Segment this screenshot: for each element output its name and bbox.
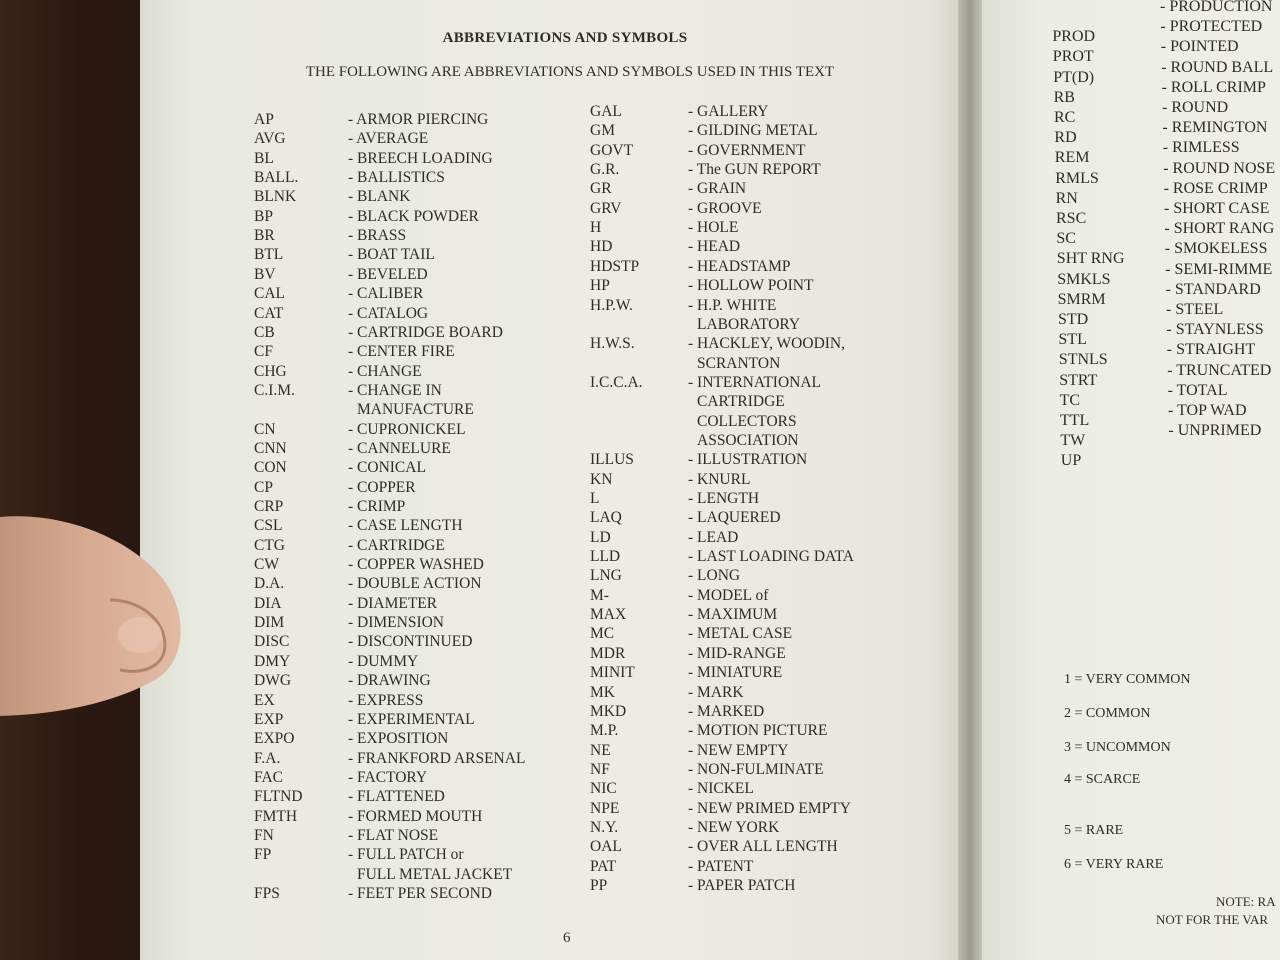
abbreviation-definition: - The GUN REPORT <box>688 161 821 179</box>
abbreviation-definition: - HEADSTAMP <box>688 257 791 275</box>
abbreviation-code: TTL <box>1060 412 1090 429</box>
abbreviation-definition: - NEW YORK <box>688 818 780 836</box>
abbreviation-definition: - LEAD <box>688 528 739 546</box>
abbreviation-code: CN <box>254 420 276 438</box>
abbreviation-definition: - GALLERY <box>688 103 769 120</box>
abbreviation-definition: - STEEL <box>1166 301 1224 318</box>
abbreviation-definition: - ROUND NOSE <box>1163 159 1276 177</box>
abbreviation-definition: - MINIATURE <box>688 664 783 682</box>
abbreviation-code: GAL <box>590 103 622 120</box>
abbreviation-code: PROT <box>1052 48 1094 66</box>
abbreviation-code: EXP <box>254 710 284 728</box>
abbreviation-code: RSC <box>1056 210 1087 227</box>
abbreviation-code: GR <box>590 180 612 198</box>
abbreviation-definition: - PROTECTED <box>1160 18 1263 36</box>
abbreviation-definition: - STAYNLESS <box>1166 321 1264 339</box>
abbreviation-code: STL <box>1058 331 1087 349</box>
abbreviation-definition: - H.P. WHITE <box>688 296 777 314</box>
abbreviation-definition: - LAQUERED <box>688 509 781 527</box>
abbreviation-code: PP <box>590 877 608 894</box>
abbreviation-code: M- <box>590 586 609 604</box>
abbreviation-code: CW <box>254 556 279 574</box>
abbreviation-code: MAX <box>590 606 627 624</box>
abbreviation-definition: - NON-FULMINATE <box>688 760 824 778</box>
abbreviation-code: SMKLS <box>1057 270 1111 288</box>
book-gutter <box>958 0 984 960</box>
abbreviation-definition: MANUFACTURE <box>357 401 474 419</box>
abbreviation-definition: - CHANGE IN <box>348 381 442 399</box>
abbreviation-code: SHT RNG <box>1056 250 1125 268</box>
abbreviation-definition: - INTERNATIONAL <box>688 373 822 391</box>
abbreviation-definition: - MARK <box>688 683 744 701</box>
abbreviation-definition: - TOTAL <box>1167 381 1228 399</box>
abbreviation-code: NF <box>590 760 610 778</box>
abbreviation-definition: - HOLE <box>688 219 739 237</box>
abbreviation-definition: - STANDARD <box>1165 280 1261 298</box>
abbreviation-definition: - FEET PER SECOND <box>348 885 492 902</box>
abbreviation-code: MC <box>590 625 615 643</box>
abbreviation-definition: - TRUNCATED <box>1167 361 1272 379</box>
abbreviation-definition: - DOUBLE ACTION <box>348 575 482 593</box>
abbreviation-definition: - RIMLESS <box>1162 139 1240 157</box>
abbreviation-definition: - PRODUCTION <box>1160 0 1273 15</box>
abbreviation-code: CON <box>254 459 287 477</box>
abbreviation-definition: - MOTION PICTURE <box>688 722 828 740</box>
page-title: ABBREVIATIONS AND SYMBOLS <box>442 30 688 46</box>
abbreviation-definition: - BEVELED <box>348 265 428 283</box>
rarity-level: 2 = COMMON <box>1064 706 1151 721</box>
abbreviation-definition: - DIAMETER <box>348 594 438 612</box>
abbreviation-code: CHG <box>254 362 287 380</box>
abbreviation-code: BV <box>254 265 276 283</box>
abbreviation-definition: - CUPRONICKEL <box>348 420 466 438</box>
abbreviation-definition: - FORMED MOUTH <box>348 807 483 825</box>
abbreviation-definition: - SEMI-RIMME <box>1165 260 1273 278</box>
abbreviation-definition: - FLATTENED <box>348 788 445 806</box>
abbreviation-definition: - BRASS <box>348 227 407 245</box>
rarity-level: 4 = SCARCE <box>1064 772 1141 787</box>
abbreviation-code: UP <box>1060 452 1082 470</box>
abbreviation-code: CRP <box>254 498 284 515</box>
abbreviation-code: DMY <box>254 652 291 670</box>
abbreviation-code: FP <box>254 846 272 864</box>
abbreviation-definition: - HOLLOW POINT <box>688 277 814 295</box>
abbreviation-definition: - COPPER <box>348 478 416 496</box>
abbreviation-definition: - LAST LOADING DATA <box>688 548 854 566</box>
abbreviation-code: PT(D) <box>1053 68 1095 86</box>
abbreviation-definition: - EXPERIMENTAL <box>348 710 475 728</box>
abbreviation-code: BLNK <box>254 188 297 206</box>
abbreviation-definition: - EXPOSITION <box>348 730 449 748</box>
abbreviation-code: H.W.S. <box>590 335 635 353</box>
abbreviation-code: BR <box>254 227 275 245</box>
hand-holding-page <box>0 505 190 735</box>
abbreviation-definition: CARTRIDGE <box>697 393 785 411</box>
abbreviation-code: FN <box>254 826 274 844</box>
abbreviation-code: CAT <box>254 304 284 322</box>
abbreviation-definition: - CATALOG <box>348 304 429 322</box>
abbreviation-code: TC <box>1059 391 1081 409</box>
abbreviation-code: CNN <box>254 439 287 457</box>
abbreviation-code: D.A. <box>254 575 285 593</box>
abbreviation-code: M.P. <box>590 722 619 740</box>
abbreviation-definition: - LENGTH <box>688 490 760 507</box>
abbreviation-definition: - LONG <box>688 567 741 585</box>
rarity-level: 3 = UNCOMMON <box>1064 740 1171 755</box>
abbreviation-code: RC <box>1054 109 1076 126</box>
abbreviation-code: RD <box>1054 129 1077 147</box>
abbreviation-code: H.P.W. <box>590 296 633 314</box>
abbreviation-code: FPS <box>254 885 280 902</box>
abbreviation-definition: - REMINGTON <box>1162 119 1268 137</box>
abbreviation-code: LD <box>590 528 611 546</box>
abbreviation-definition: - MAXIMUM <box>688 606 778 624</box>
abbreviation-definition: - GROOVE <box>688 199 762 217</box>
abbreviation-code: AVG <box>254 130 286 148</box>
abbreviation-definition: - HEAD <box>688 238 741 256</box>
abbreviation-code: CSL <box>254 517 283 535</box>
abbreviation-code: BL <box>254 149 274 167</box>
abbreviation-definition: - DISCONTINUED <box>348 633 473 651</box>
abbreviation-definition: - CONICAL <box>348 459 426 477</box>
abbreviation-code: F.A. <box>254 749 281 767</box>
abbreviation-definition: - DRAWING <box>348 672 431 690</box>
note-line-2: NOT FOR THE VAR <box>1156 912 1269 927</box>
abbreviation-definition: - BREECH LOADING <box>348 149 493 167</box>
abbreviation-code: TW <box>1060 432 1086 450</box>
abbreviation-definition: - ROUND BALL <box>1161 58 1274 76</box>
abbreviation-code: GM <box>590 122 615 140</box>
abbreviation-code: STNLS <box>1058 351 1108 369</box>
abbreviation-code: GRV <box>590 199 622 217</box>
abbreviation-definition: - TOP WAD <box>1168 402 1247 419</box>
abbreviation-code: G.R. <box>590 161 620 179</box>
abbreviation-definition: - FACTORY <box>348 768 428 786</box>
abbreviation-definition: - BLANK <box>348 188 411 206</box>
abbreviation-code: CF <box>254 343 273 361</box>
abbreviation-code: KN <box>590 470 613 488</box>
abbreviation-code: MK <box>590 683 615 701</box>
abbreviation-definition: - PATENT <box>688 857 754 875</box>
abbreviation-code: DISC <box>254 633 290 651</box>
abbreviation-definition: - BOAT TAIL <box>348 246 435 264</box>
abbreviation-definition: - POINTED <box>1160 38 1239 56</box>
abbreviation-definition: - ROLL CRIMP <box>1161 78 1266 96</box>
abbreviation-definition: ASSOCIATION <box>697 431 799 449</box>
abbreviation-code: REM <box>1054 149 1090 167</box>
abbreviation-code: MKD <box>590 702 627 720</box>
abbreviation-definition: - COPPER WASHED <box>348 556 484 574</box>
abbreviation-code: RB <box>1053 88 1075 106</box>
abbreviation-definition: - CALIBER <box>348 285 424 303</box>
abbreviation-definition: - BALLISTICS <box>348 169 445 187</box>
page-number: 6 <box>563 930 571 946</box>
note-line-1: NOTE: RA <box>1216 894 1276 909</box>
abbreviation-definition: - NEW EMPTY <box>688 741 789 759</box>
abbreviation-definition: - CARTRIDGE BOARD <box>348 323 503 341</box>
abbreviation-definition: - GOVERNMENT <box>688 141 806 159</box>
abbreviation-code: FMTH <box>254 807 298 825</box>
abbreviation-code: DIA <box>254 594 282 612</box>
abbreviation-code: I.C.C.A. <box>590 373 643 391</box>
abbreviation-code: SMRM <box>1057 290 1106 308</box>
abbreviation-code: CAL <box>254 285 285 303</box>
abbreviation-definition: - MODEL of <box>688 586 769 604</box>
abbreviation-code: BALL. <box>254 169 299 187</box>
abbreviation-definition: - HACKLEY, WOODIN, <box>688 335 845 353</box>
abbreviation-definition: - FLAT NOSE <box>348 826 439 844</box>
abbreviation-definition: - DUMMY <box>348 652 419 670</box>
abbreviation-definition: - AVERAGE <box>348 130 429 148</box>
abbreviation-definition: - CENTER FIRE <box>348 343 455 361</box>
abbreviation-code: LAQ <box>590 509 622 527</box>
abbreviation-definition: - METAL CASE <box>688 625 793 643</box>
abbreviation-definition: - FULL PATCH or <box>348 846 464 864</box>
abbreviation-code: AP <box>254 111 274 128</box>
abbreviation-definition: - NICKEL <box>688 780 754 798</box>
abbreviation-code: PAT <box>590 857 617 875</box>
abbreviation-code: STD <box>1058 311 1089 328</box>
abbreviation-definition: - KNURL <box>688 470 751 488</box>
abbreviation-definition: - SMOKELESS <box>1164 240 1268 258</box>
abbreviation-code: NE <box>590 741 611 759</box>
abbreviation-code: LNG <box>590 567 622 585</box>
abbreviation-definition: - FRANKFORD ARSENAL <box>348 749 526 767</box>
abbreviation-definition: - GILDING METAL <box>688 122 818 140</box>
abbreviation-definition: COLLECTORS <box>697 412 797 430</box>
abbreviation-code: RN <box>1055 189 1078 207</box>
abbreviation-code: HDSTP <box>590 257 640 275</box>
abbreviation-code: NPE <box>590 799 620 817</box>
abbreviation-code: BP <box>254 207 273 225</box>
abbreviation-definition: - ROSE CRIMP <box>1163 179 1268 197</box>
abbreviation-code: SC <box>1056 230 1076 248</box>
abbreviation-definition: - PAPER PATCH <box>688 877 796 894</box>
abbreviation-definition: - ILLUSTRATION <box>688 451 808 469</box>
abbreviation-definition: - ROUND <box>1162 99 1229 116</box>
abbreviation-code: MINIT <box>590 664 635 682</box>
abbreviation-code: DIM <box>254 614 285 632</box>
abbreviation-definition: - CRIMP <box>348 498 406 515</box>
abbreviation-code: CB <box>254 323 275 341</box>
abbreviation-code: FLTND <box>254 788 303 806</box>
abbreviation-definition: - CASE LENGTH <box>348 517 463 535</box>
abbreviation-code: N.Y. <box>590 818 619 836</box>
abbreviation-code: NIC <box>590 780 617 798</box>
abbreviation-code: L <box>590 490 600 507</box>
abbreviation-definition: - BLACK POWDER <box>348 207 479 225</box>
abbreviation-definition: - OVER ALL LENGTH <box>688 838 838 856</box>
abbreviation-code: OAL <box>590 838 622 856</box>
abbreviation-code: BTL <box>254 246 284 264</box>
page-subtitle: THE FOLLOWING ARE ABBREVIATIONS AND SYMBOLS USED IN THIS TEXT <box>305 64 835 80</box>
abbreviation-definition: - EXPRESS <box>348 691 424 709</box>
rarity-level: 5 = RARE <box>1064 823 1124 838</box>
abbreviation-code: CTG <box>254 536 285 554</box>
abbreviation-code: MDR <box>590 644 626 662</box>
abbreviation-code: STRT <box>1059 371 1098 389</box>
abbreviation-definition: SCRANTON <box>697 354 781 372</box>
abbreviation-definition: - SHORT CASE <box>1164 200 1270 217</box>
abbreviation-definition: FULL METAL JACKET <box>357 865 513 883</box>
abbreviation-code: C.I.M. <box>254 381 295 399</box>
abbreviation-definition: - STRAIGHT <box>1166 341 1256 359</box>
abbreviation-code: CP <box>254 478 273 496</box>
abbreviation-code: PROD <box>1052 28 1096 46</box>
abbreviation-definition: - MARKED <box>688 702 765 720</box>
abbreviation-definition: - CARTRIDGE <box>348 536 445 554</box>
abbreviation-code: RMLS <box>1055 169 1099 187</box>
abbreviation-definition: LABORATORY <box>697 315 801 333</box>
rarity-level: 6 = VERY RARE <box>1064 857 1164 872</box>
abbreviation-definition: - UNPRIMED <box>1168 422 1262 440</box>
abbreviation-definition: - NEW PRIMED EMPTY <box>688 799 851 817</box>
abbreviation-code: H <box>590 219 602 237</box>
abbreviation-code: DWG <box>254 672 292 690</box>
abbreviation-code: GOVT <box>590 141 634 159</box>
abbreviation-code: EX <box>254 691 275 709</box>
abbreviation-definition: - DIMENSION <box>348 614 445 632</box>
abbreviation-definition: - ARMOR PIERCING <box>348 111 489 128</box>
abbreviation-definition: - SHORT RANG <box>1164 220 1275 238</box>
abbreviation-definition: - MID-RANGE <box>688 644 786 662</box>
abbreviation-definition: - GRAIN <box>688 180 747 198</box>
abbreviation-code: EXPO <box>254 730 295 748</box>
abbreviation-definition: - CANNELURE <box>348 439 451 457</box>
abbreviation-code: FAC <box>254 768 284 786</box>
abbreviation-code: HD <box>590 238 613 256</box>
abbreviation-definition: - CHANGE <box>348 362 422 380</box>
abbreviation-code: LLD <box>590 548 621 566</box>
abbreviation-code: ILLUS <box>590 451 634 469</box>
rarity-level: 1 = VERY COMMON <box>1064 672 1191 687</box>
abbreviation-code: HP <box>590 277 610 295</box>
